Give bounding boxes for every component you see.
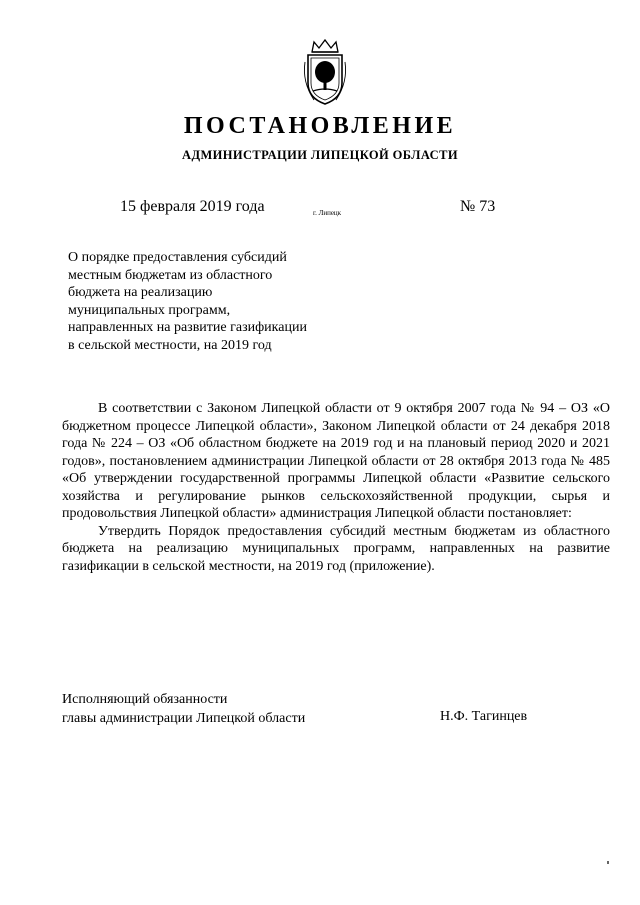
- body-paragraph-preamble: В соответствии с Законом Липецкой области от 9 октября 2007 года № 94 – ОЗ «О бюджетном процессе Липецкой области», Законом Липецкой области от 24 декабря 2018 года № 224 – ОЗ «Об областном бюджете на 2019 год и на плановый период 2020 и 2021 годов», постановлением администрации Липецкой области от 28 октября 2013 года № 485 «Об утверждении государственной программы Липецкой области «Развитие сельского хозяйства и регулирование рынков сельскохозяйственной продукции, сырья и продовольствия Липецкой области» администрация Липецкой области постановляет:: [62, 401, 610, 521]
- subject-line: направленных на развитие газификации: [68, 320, 307, 335]
- document-body: [62, 400, 610, 575]
- subject-line: О порядке предоставления субсидий: [68, 250, 287, 265]
- document-subject: [68, 249, 368, 354]
- coat-of-arms-icon: [300, 38, 350, 108]
- document-title: ПОСТАНОВЛЕНИЕ: [183, 113, 457, 139]
- subject-line: местным бюджетам из областного: [68, 267, 273, 283]
- document-subtitle: АДМИНИСТРАЦИИ ЛИПЕЦКОЙ ОБЛАСТИ: [182, 148, 458, 162]
- subject-line: бюджета на реализацию: [68, 285, 213, 300]
- signatory-name: Н.Ф. Тагинцев: [440, 709, 528, 724]
- subject-line: муниципальных программ,: [68, 302, 231, 318]
- body-paragraph-resolution: Утвердить Порядок предоставления субсидий местным бюджетам из областного бюджета на реализацию муниципальных программ, направленных на развитие газификации в сельской местности, на 2019 год (приложение).: [62, 523, 610, 574]
- document-date: 15 февраля 2019 года: [120, 198, 265, 215]
- document-city: г. Липецк: [313, 209, 342, 217]
- subject-line: в сельской местности, на 2019 год: [68, 337, 272, 353]
- page-mark: [607, 861, 609, 864]
- document-number: № 73: [460, 198, 496, 215]
- signatory-position: [62, 690, 305, 728]
- signatory-position-line: Исполняющий обязанности: [62, 692, 228, 707]
- signatory-position-line: главы администрации Липецкой области: [62, 711, 306, 726]
